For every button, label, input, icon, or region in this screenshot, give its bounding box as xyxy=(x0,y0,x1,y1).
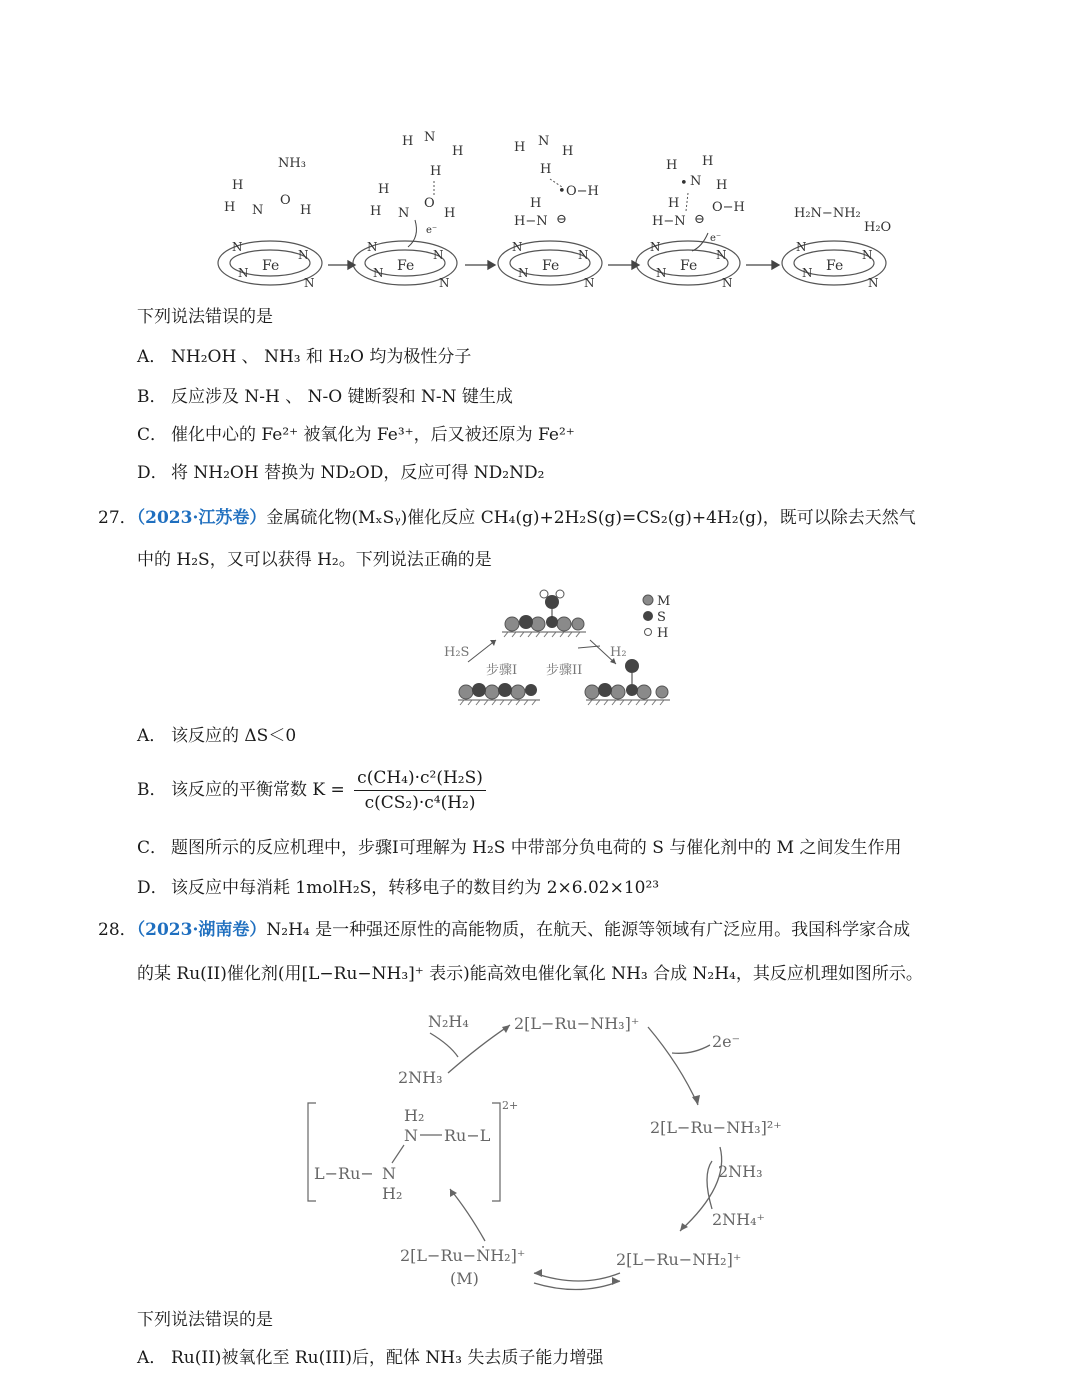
q26-option-d[interactable]: D． 将 NH₂OH 替换为 ND₂OD，反应可得 ND₂ND₂ xyxy=(137,463,545,483)
svg-text:H: H xyxy=(378,182,390,197)
dimer-l-ru: L−Ru− xyxy=(314,1164,374,1183)
q27-stem-line2: 中的 H₂S，又可以获得 H₂。下列说法正确的是 xyxy=(137,550,492,570)
svg-text:H: H xyxy=(668,196,680,211)
dimer-n-bottom: N xyxy=(382,1164,396,1183)
right-complex: 2[L−Ru−NH₃]²⁺ xyxy=(650,1118,782,1137)
nh3-left-label: 2NH₃ xyxy=(398,1068,443,1087)
svg-text:N: N xyxy=(252,203,264,218)
q27-option-a[interactable]: A． 该反应的 ΔS＜0 xyxy=(137,726,297,746)
svg-text:N: N xyxy=(722,276,733,290)
svg-text:N: N xyxy=(298,248,309,262)
svg-text:H: H xyxy=(540,162,552,177)
legend-m: M xyxy=(657,594,671,609)
product-h2o: H₂O xyxy=(864,220,892,235)
svg-text:N: N xyxy=(433,248,444,262)
svg-text:N: N xyxy=(232,240,243,254)
svg-text:H: H xyxy=(716,178,728,193)
fe-label: Fe xyxy=(397,258,415,274)
svg-text:N: N xyxy=(424,130,436,145)
q28-stem2: 下列说法错误的是 xyxy=(137,1310,273,1330)
fe-label: Fe xyxy=(262,258,280,274)
svg-text:H: H xyxy=(232,178,244,193)
svg-text:O−H: O−H xyxy=(712,200,745,215)
svg-text:H: H xyxy=(562,144,574,159)
minus-circle: ⊖ xyxy=(694,212,705,227)
svg-text:N: N xyxy=(716,248,727,262)
svg-text:N: N xyxy=(650,240,661,254)
nh3-label: NH₃ xyxy=(278,156,306,171)
dimer-h2-bottom: H₂ xyxy=(382,1184,403,1203)
m-label: (M) xyxy=(450,1269,479,1288)
svg-text:H: H xyxy=(300,203,312,218)
step1-label: 步骤I xyxy=(486,663,518,678)
n2h4-label: N₂H₄ xyxy=(428,1012,469,1031)
bottom-left-complex-m: 2[L−Ru−ṄH₂]⁺ xyxy=(400,1246,526,1265)
ru-catalytic-cycle-figure xyxy=(300,1005,810,1295)
svg-text:H: H xyxy=(224,200,236,215)
svg-text:N: N xyxy=(512,240,523,254)
svg-text:N: N xyxy=(802,266,813,280)
svg-text:H: H xyxy=(514,140,526,155)
q27-number: 27． xyxy=(98,508,137,528)
svg-text:H: H xyxy=(530,196,542,211)
svg-text:•: • xyxy=(680,176,688,191)
svg-text:H: H xyxy=(444,206,456,221)
svg-text:H: H xyxy=(702,154,714,169)
svg-text:H−N: H−N xyxy=(514,214,548,229)
electron-label: e⁻ xyxy=(710,233,722,244)
nh3-right-label: 2NH₃ xyxy=(718,1162,763,1181)
svg-text:H: H xyxy=(452,144,464,159)
product-n2h4: H₂N−NH₂ xyxy=(794,206,861,221)
dimer-h2-top: H₂ xyxy=(404,1106,425,1125)
dimer-ru-l: Ru−L xyxy=(444,1126,491,1145)
step2-label: 步骤II xyxy=(546,663,583,678)
q27-source-tag: （2023·江苏卷） xyxy=(136,508,267,528)
svg-text:N: N xyxy=(373,266,384,280)
svg-text:N: N xyxy=(796,240,807,254)
nh4-label: 2NH₄⁺ xyxy=(712,1210,765,1229)
fe-label: Fe xyxy=(826,258,844,274)
svg-text:O: O xyxy=(280,193,291,208)
electron-label: e⁻ xyxy=(426,225,438,236)
svg-text:O−H: O−H xyxy=(566,184,599,199)
dimer-n-top: N xyxy=(404,1126,418,1145)
svg-text:H: H xyxy=(402,134,414,149)
svg-text:N: N xyxy=(578,248,589,262)
h2-label: H₂ xyxy=(610,645,627,660)
svg-text:H−N: H−N xyxy=(652,214,686,229)
q26-stem: 下列说法错误的是 xyxy=(137,307,273,327)
fe-label: Fe xyxy=(542,258,560,274)
fe-mechanism-figure xyxy=(210,125,900,300)
q28-option-a[interactable]: A． Ru(II)被氧化至 Ru(III)后，配体 NH₃ 失去质子能力增强 xyxy=(137,1348,604,1368)
q28-number: 28． xyxy=(98,920,137,940)
svg-text:N: N xyxy=(862,248,873,262)
legend-h: H xyxy=(657,626,669,641)
svg-text:N: N xyxy=(238,266,249,280)
catalyst-surface-figure xyxy=(440,582,690,712)
svg-text:H: H xyxy=(370,204,382,219)
fe-label: Fe xyxy=(680,258,698,274)
q27-stem-line1: 27．（2023·江苏卷）金属硫化物(MₓSᵧ)催化反应 CH₄(g)+2H₂S(g)=CS₂(g)+4H₂(g)，既可以除去天然气 xyxy=(98,508,916,528)
svg-text:•: • xyxy=(558,184,566,199)
svg-text:H: H xyxy=(666,158,678,173)
svg-text:N: N xyxy=(690,174,702,189)
q27-option-b[interactable]: B． 该反应的平衡常数 K = $\frac{\text{c(CH₄)·c²(H₂S)}}{\text{c(CS₂)·c⁴(H₂)}}$ xyxy=(137,766,486,816)
q28-stem-line1: 28．（2023·湖南卷）N₂H₄ 是一种强还原性的高能物质，在航天、能源等领域有广泛应用。我国科学家合成 xyxy=(98,920,911,940)
q28-source-tag: （2023·湖南卷） xyxy=(136,920,267,940)
svg-text:N: N xyxy=(367,240,378,254)
svg-text:N: N xyxy=(304,276,315,290)
q26-option-a[interactable]: A． NH₂OH 、 NH₃ 和 H₂O 均为极性分子 xyxy=(137,347,472,367)
h2s-label: H₂S xyxy=(444,645,470,660)
dimer-charge: 2+ xyxy=(502,1099,519,1112)
q27-option-c[interactable]: C． 题图所示的反应机理中，步骤I可理解为 H₂S 中带部分负电荷的 S 与催化剂中的 M 之间发生作用 xyxy=(137,838,902,858)
svg-text:N: N xyxy=(538,134,550,149)
bottom-right-complex: 2[L−Ru−NH₂]⁺ xyxy=(616,1250,742,1269)
minus-circle: ⊖ xyxy=(556,212,567,227)
q27-option-d[interactable]: D． 该反应中每消耗 1molH₂S，转移电子的数目约为 2×6.02×10²³ xyxy=(137,878,660,898)
svg-text:N: N xyxy=(398,206,410,221)
svg-text:N: N xyxy=(518,266,529,280)
equilibrium-fraction: $\frac{\text{c(CH₄)·c²(H₂S)}}{\text{c(CS₂)·c⁴(H₂)}}$ xyxy=(354,767,486,814)
svg-text:O: O xyxy=(424,196,435,211)
svg-text:H: H xyxy=(430,164,442,179)
svg-text:N: N xyxy=(868,276,879,290)
svg-text:N: N xyxy=(439,276,450,290)
svg-text:N: N xyxy=(656,266,667,280)
q28-stem-line2: 的某 Ru(II)催化剂(用[L−Ru−NH₃]⁺ 表示)能高效电催化氧化 NH₃ 合成 N₂H₄，其反应机理如图所示。 xyxy=(137,964,923,984)
legend-s: S xyxy=(657,610,666,625)
q26-option-b[interactable]: B． 反应涉及 N-H 、 N-O 键断裂和 N-N 键生成 xyxy=(137,387,513,407)
svg-text:N: N xyxy=(584,276,595,290)
top-complex: 2[L−Ru−NH₃]⁺ xyxy=(514,1014,640,1033)
two-electron-label: 2e⁻ xyxy=(712,1032,741,1051)
q26-option-c[interactable]: C． 催化中心的 Fe²⁺ 被氧化为 Fe³⁺，后又被还原为 Fe²⁺ xyxy=(137,425,575,445)
